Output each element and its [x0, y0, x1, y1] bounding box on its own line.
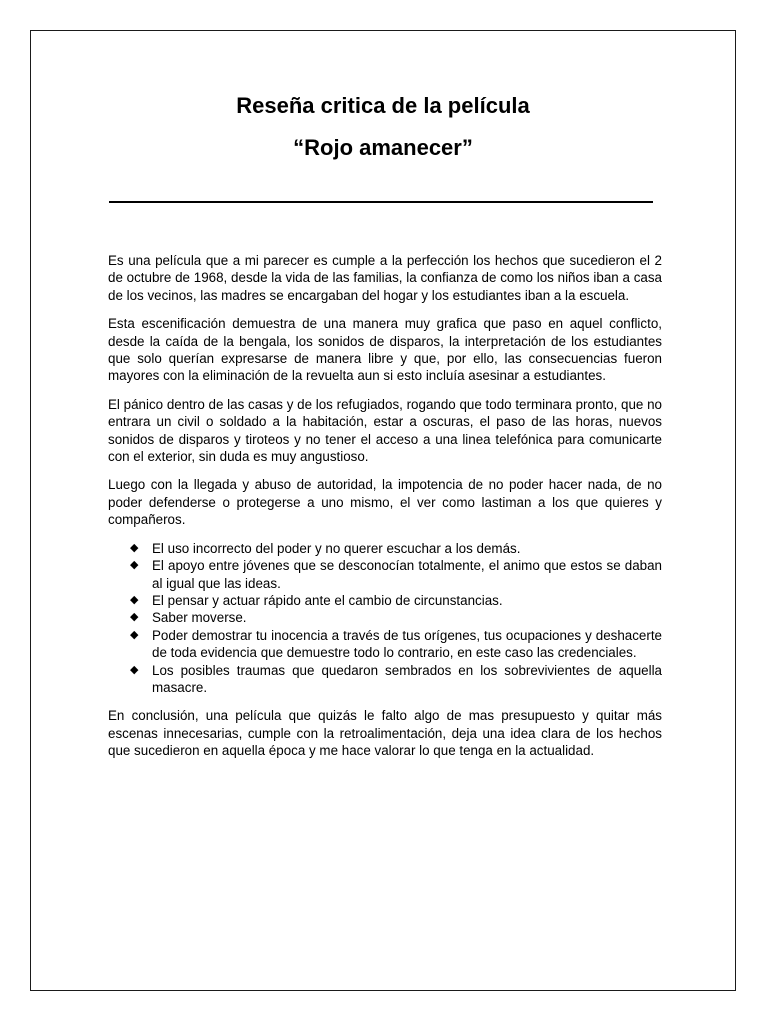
document-body	[108, 252, 662, 771]
list-item	[108, 557, 662, 592]
conclusion-paragraph: En conclusión, una película que quizás le falto algo de mas presupuesto y quitar más escenas innecesarias, cumple con la retroalimentación, deja una idea clara de los hechos que sucedieron en aquella época y me hace valorar lo que tenga en la actualidad.	[108, 708, 662, 759]
document-page	[30, 30, 736, 991]
diamond-bullet-icon: ◆	[130, 611, 139, 624]
paragraph-2: Esta escenificación demuestra de una manera muy grafica que paso en aquel conflicto, desde la caída de la bengala, los sonidos de disparos, la interpretación de los estudiantes que solo querían expresarse de manera libre y que, por ello, las consecuencias fueron mayores con la eliminación de la revuelta aun si esto incluía asesinar a estudiantes.	[108, 316, 662, 384]
list-item	[108, 540, 662, 557]
list-item-text: Los posibles traumas que quedaron sembrados en los sobrevivientes de aquella masacre.	[152, 662, 662, 695]
list-item-text: Poder demostrar tu inocencia a través de tus orígenes, tus ocupaciones y deshacerte de toda evidencia que demuestre todo lo contrario, en este caso las credenciales.	[152, 627, 662, 661]
paragraph-4: Luego con la llegada y abuso de autoridad, la impotencia de no poder hacer nada, de no poder defenderse o protegerse a uno mismo, el ver como lastiman a los que quieres y compañeros.	[108, 477, 662, 528]
list-item	[108, 592, 662, 609]
diamond-bullet-icon: ◆	[130, 559, 139, 572]
title-underline-divider	[109, 201, 653, 203]
list-item	[108, 662, 662, 697]
list-item	[108, 627, 662, 662]
list-item-text: El uso incorrecto del poder y no querer escuchar a los demás.	[152, 540, 521, 556]
diamond-bullet-icon: ◆	[130, 541, 139, 554]
paragraph-1: Es una película que a mi parecer es cumple a la perfección los hechos que sucedieron el 2 de octubre de 1968, desde la vida de las familias, la confianza de como los niños iban a casa de los vecinos, las madres se encargaban del hogar y los estudiantes iban a la escuela.	[108, 253, 662, 303]
diamond-bullet-icon: ◆	[130, 628, 139, 641]
list-item-text: El apoyo entre jóvenes que se desconocían totalmente, el animo que estos se daban al igual que las ideas.	[152, 558, 662, 591]
diamond-bullet-icon: ◆	[130, 663, 139, 676]
list-item	[108, 609, 662, 626]
list-item-text: El pensar y actuar rápido ante el cambio de circunstancias.	[152, 592, 503, 608]
document-title: Reseña critica de la película	[236, 93, 530, 118]
diamond-bullet-icon: ◆	[130, 593, 139, 606]
document-subtitle: “Rojo amanecer”	[293, 135, 473, 160]
list-item-text: Saber moverse.	[152, 610, 247, 626]
paragraph-3: El pánico dentro de las casas y de los refugiados, rogando que todo terminara pronto, que no entrara un civil o soldado a la habitación, estar a oscuras, el paso de las horas, nuevos sonidos de disparos y tiroteos y no tener el acceso a una linea telefónica para comunicarte con el exterior, sin duda es muy angustioso.	[108, 396, 662, 465]
bullet-list	[108, 540, 662, 697]
